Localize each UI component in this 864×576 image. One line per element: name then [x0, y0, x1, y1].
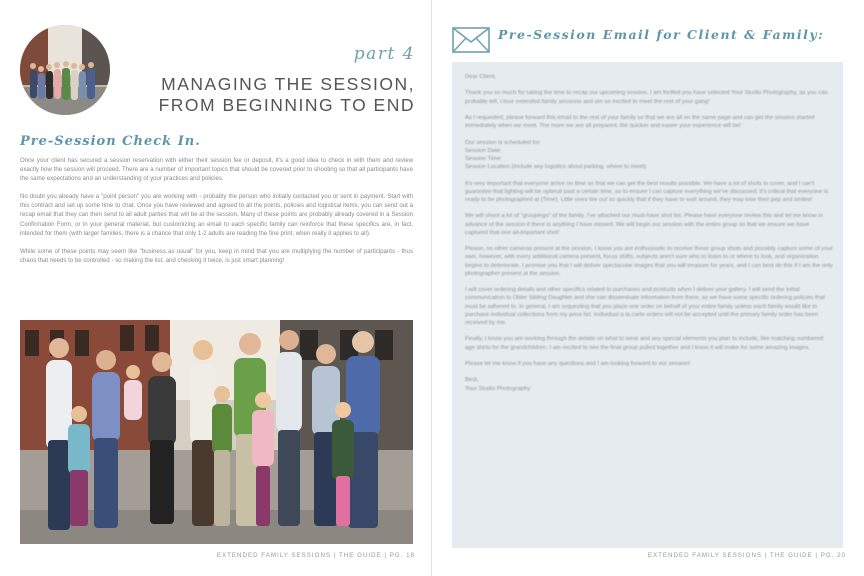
- extended-family-group-photo: [20, 320, 413, 544]
- chapter-title: [159, 74, 415, 116]
- family-circle-photo: [20, 25, 110, 115]
- footer-right: EXTENDED FAMILY SESSIONS | THE GUIDE | PG. 20: [647, 552, 846, 559]
- chapter-title-line-1: MANAGING THE SESSION,: [161, 74, 415, 94]
- email-paragraph: It's very important that everyone arrive on time so that we can get the best results possible. We have a lot of shots to cover, and I can't guarantee that lighting will be optimal past a certain time, so to ensure I can capture everything we've discussed, it's critical that everyone is ready to be photographed at (Time). Little ones tire out so quickly that if they have to wait around, they may lose their pep and smiles!: [465, 180, 829, 203]
- email-paragraph: Dear Client,: [465, 74, 497, 80]
- email-paragraph: I will cover ordering details and other specifics related to purchases and products when I deliver your gallery. I will send the initial communication to Older Sibling Daughter and she can disseminate information from there, as we have some specific ordering policies that must be adhered to. In general, I am requesting that you place one order on behalf of your entire family unless each family would like to purchase individual collections from my price list. Individual a la carte orders will not be accepted until the primary family order has been received by me.: [465, 287, 825, 326]
- body-paragraph: Once your client has secured a session reservation with either their session fee or deposit, it's a good idea to check in with them and review exactly how the session will proceed. There are a number of important topics that should be covered prior to shooting so that all participants have the same expectations and an understanding of your practices and policies.: [20, 157, 413, 183]
- body-paragraph: No doubt you already have a "point person" you are working with - probably the person who initially contacted you or sent in payment. Start with this contract and set up some time to chat. Once you have reviewed and agreed to all the points, policies and logistical items, you can send out a recap email that they can then send to all adult parties that will be at the session. Many of these points are probably already covered in a Session Confirmation Form, or in your general material, but customizing an email to each specific family can reinforce that these specifics are, in fact, intended for them (with larger families, there is a chance that only 1-2 adults are reading the fine print, when really it applies to all).: [20, 193, 413, 237]
- part-label: part 4: [353, 44, 415, 64]
- body-text: [20, 156, 413, 274]
- section-heading: Pre-Session Check In.: [20, 134, 201, 149]
- body-paragraph: While some of these points may seem like "business as usual" for you, keep in mind that you are multiplying the number of participants - thus chaos that needs to be controlled - so making the list, and checking it twice, is just smart planning!: [20, 247, 413, 264]
- email-paragraph: We will shoot a lot of "groupings" of the family. I've attached our must-have shot list. Please have everyone review this and let me know in advance of the session if there is anything I have missed. We will begin our session with the entire group so that we ensure we have captured that one all-important shot!: [465, 213, 823, 236]
- email-paragraph: Thank you so much for taking the time to recap our upcoming session. I am thrilled you have selected Your Studio Photography, as you can probably tell, I love extended family sessions and am so excited to meet the rest of your gang!: [465, 90, 828, 105]
- footer-left: EXTENDED FAMILY SESSIONS | THE GUIDE | PG. 18: [216, 552, 415, 559]
- page-gutter: [431, 0, 432, 576]
- email-paragraph: Our session is scheduled for: Session Date: Session Time: Session Location (include any logistics about parking, where to meet):: [465, 139, 648, 171]
- email-paragraph: Please, no other cameras present at the session. I know you are enthusiastic to receive these group shots and possibly capture some of your own, however, with every additional camera present, focus shifts, subjects aren't sure who to listen to or where to look, and organization begins to deteriorate. I promise you that I will deliver spectacular images that you will treasure for years, and I can best do this if I am the only photographer present at the session.: [465, 246, 833, 277]
- group-photo-image: [20, 320, 413, 544]
- email-heading: Pre-Session Email for Client & Family:: [498, 27, 825, 42]
- email-template-text: [465, 73, 833, 401]
- family-circle-photo-image: [20, 25, 110, 115]
- email-paragraph: Finally, I know you are working through the details on what to wear and any special elements you plan to include, like matching numbered age shirts for the grandchildren. I am excited to see the final group pulled together and I know it will make for some amazing images.: [465, 336, 824, 351]
- chapter-title-line-2: FROM BEGINNING TO END: [158, 95, 415, 115]
- email-paragraph: Best, Your Studio Photography: [465, 377, 531, 392]
- email-paragraph: As I requested, please forward this email to the rest of your family so that we are all on the same page and can get the session started immediately when we meet. The more we are all prepared, the quicker and easier your experience will be!: [465, 114, 815, 130]
- envelope-icon: [452, 27, 490, 53]
- email-paragraph: Please let me know if you have any questions and I am looking forward to our session!: [465, 360, 691, 367]
